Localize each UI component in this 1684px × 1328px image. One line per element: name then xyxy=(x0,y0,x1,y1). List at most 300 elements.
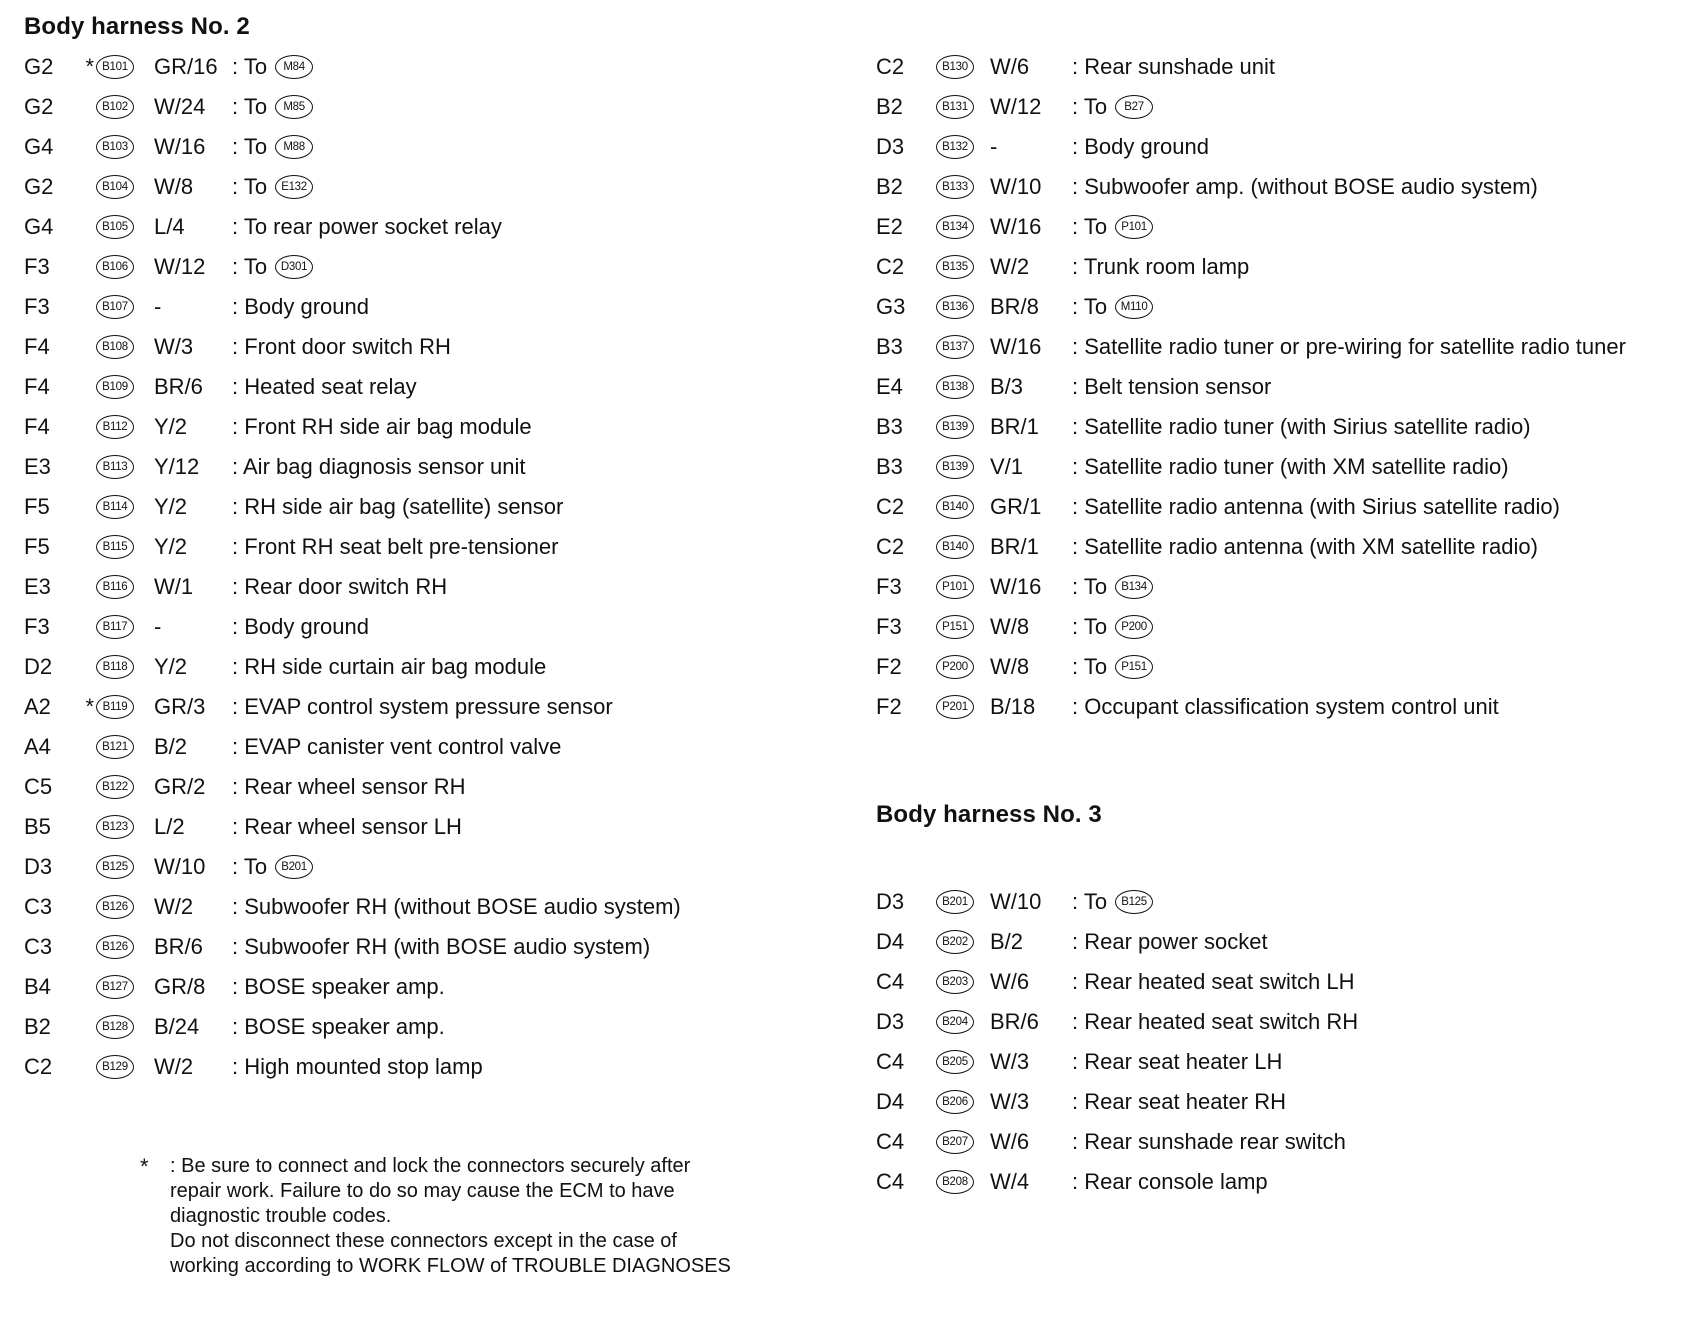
wire-spec: W/24 xyxy=(154,94,206,119)
wire-spec: W/12 xyxy=(154,254,206,279)
connector-row xyxy=(24,87,854,127)
grid-ref: E3 xyxy=(24,574,51,599)
grid-ref: C4 xyxy=(876,1049,905,1074)
grid-ref: F4 xyxy=(24,414,50,439)
grid-ref: B3 xyxy=(876,454,903,479)
connector-badge: B134 xyxy=(936,215,974,239)
description-text: : To xyxy=(232,94,268,119)
grid-ref: G2 xyxy=(24,94,54,119)
connector-badge: B108 xyxy=(96,335,134,359)
connector-row xyxy=(24,967,854,1007)
connector-badge: B203 xyxy=(936,970,974,994)
grid-ref: C3 xyxy=(24,894,53,919)
connector-description xyxy=(1072,889,1153,915)
grid-ref: C4 xyxy=(876,1169,905,1194)
grid-ref: C4 xyxy=(876,969,905,994)
wire-spec: W/6 xyxy=(990,54,1030,79)
description-text: : Rear sunshade unit xyxy=(1072,54,1276,79)
connector-row xyxy=(24,607,854,647)
grid-ref: G4 xyxy=(24,214,54,239)
description-text: : Occupant classification system control unit xyxy=(1072,694,1499,719)
grid-ref: A4 xyxy=(24,734,51,759)
connector-row xyxy=(24,727,854,767)
description-text: : To xyxy=(232,854,268,879)
wire-spec: W/6 xyxy=(990,1129,1030,1154)
wire-spec: Y/12 xyxy=(154,454,200,479)
connector-row xyxy=(876,687,1676,727)
grid-ref: F3 xyxy=(24,614,50,639)
connector-badge: B105 xyxy=(96,215,134,239)
wire-spec: W/8 xyxy=(154,174,194,199)
footnote-line: working according to WORK FLOW of TROUBLE DIAGNOSES xyxy=(170,1255,731,1277)
grid-ref: D3 xyxy=(876,1009,905,1034)
target-connector-badge: D301 xyxy=(275,255,313,279)
description-text: : Satellite radio tuner (with XM satellite radio) xyxy=(1072,454,1509,479)
grid-ref: A2 xyxy=(24,694,51,719)
connector-description xyxy=(232,894,681,920)
wire-spec: L/4 xyxy=(154,214,185,239)
grid-ref: C2 xyxy=(876,54,905,79)
target-connector-badge: P101 xyxy=(1115,215,1153,239)
description-text: : Front door switch RH xyxy=(232,334,451,359)
connector-row xyxy=(876,882,1676,922)
connector-badge: B114 xyxy=(96,495,134,519)
connector-description xyxy=(232,734,561,760)
grid-ref: F2 xyxy=(876,694,902,719)
wire-spec: BR/1 xyxy=(990,534,1039,559)
description-text: : To xyxy=(232,174,268,199)
target-connector-badge: P151 xyxy=(1115,655,1153,679)
footnote-marker: * xyxy=(140,1154,149,1179)
connector-badge: B131 xyxy=(936,95,974,119)
connector-badge: B119 xyxy=(96,695,134,719)
description-text: : Rear wheel sensor RH xyxy=(232,774,466,799)
connector-row xyxy=(876,962,1676,1002)
wire-spec: B/18 xyxy=(990,694,1036,719)
footnote-line: Do not disconnect these connectors except in the case of xyxy=(170,1230,677,1252)
target-connector-badge: B125 xyxy=(1115,890,1153,914)
connector-row xyxy=(24,47,854,87)
grid-ref: F3 xyxy=(876,574,902,599)
target-connector-badge: E132 xyxy=(275,175,313,199)
description-text: : To xyxy=(1072,889,1108,914)
description-text: : Satellite radio antenna (with Sirius satellite radio) xyxy=(1072,494,1560,519)
connector-description xyxy=(232,934,650,960)
connector-description xyxy=(1072,694,1499,720)
wire-spec: Y/2 xyxy=(154,534,188,559)
connector-description xyxy=(1072,374,1271,400)
description-text: : Air bag diagnosis sensor unit xyxy=(232,454,526,479)
connector-badge: B138 xyxy=(936,375,974,399)
grid-ref: B2 xyxy=(876,174,903,199)
connector-row xyxy=(24,927,854,967)
connector-badge: B123 xyxy=(96,815,134,839)
description-text: : Body ground xyxy=(1072,134,1209,159)
connector-row xyxy=(876,167,1676,207)
connector-description xyxy=(1072,1129,1346,1155)
connector-description xyxy=(1072,1009,1358,1035)
wire-spec: B/24 xyxy=(154,1014,200,1039)
harness2-left-rows xyxy=(24,47,854,1087)
connector-badge: B207 xyxy=(936,1130,974,1154)
description-text: : Rear power socket xyxy=(1072,929,1268,954)
connector-description xyxy=(1072,1089,1286,1115)
target-connector-badge: M110 xyxy=(1115,295,1153,319)
grid-ref: G2 xyxy=(24,174,54,199)
connector-badge: B127 xyxy=(96,975,134,999)
connector-description xyxy=(232,134,313,160)
connector-description xyxy=(1072,94,1153,120)
grid-ref: B3 xyxy=(876,414,903,439)
wire-spec: L/2 xyxy=(154,814,185,839)
body-harness-3-section xyxy=(876,795,1676,1202)
connector-badge: B122 xyxy=(96,775,134,799)
target-connector-badge: B201 xyxy=(275,855,313,879)
section-title-body-harness-3: Body harness No. 3 xyxy=(876,801,1102,828)
connector-description xyxy=(1072,1169,1268,1195)
connector-badge: B125 xyxy=(96,855,134,879)
description-text: : EVAP canister vent control valve xyxy=(232,734,562,759)
description-text: : Satellite radio tuner or pre-wiring for satellite radio tuner xyxy=(1072,334,1626,359)
connector-row xyxy=(876,407,1676,447)
grid-ref: C4 xyxy=(876,1129,905,1154)
connector-description xyxy=(232,294,369,320)
connector-description xyxy=(1072,534,1538,560)
description-text: : To xyxy=(232,254,268,279)
connector-row xyxy=(876,1042,1676,1082)
connector-description xyxy=(1072,969,1354,995)
grid-ref: F5 xyxy=(24,534,50,559)
connector-row xyxy=(876,207,1676,247)
grid-ref: D3 xyxy=(876,889,905,914)
connector-badge: B112 xyxy=(96,415,134,439)
connector-badge: B130 xyxy=(936,55,974,79)
wire-spec: BR/1 xyxy=(990,414,1039,439)
connector-description xyxy=(232,814,462,840)
connector-badge: B206 xyxy=(936,1090,974,1114)
wire-spec: - xyxy=(154,294,162,319)
connector-row xyxy=(24,1007,854,1047)
connector-description xyxy=(232,214,502,240)
grid-ref: E4 xyxy=(876,374,903,399)
description-text: : Trunk room lamp xyxy=(1072,254,1250,279)
wire-spec: BR/6 xyxy=(990,1009,1039,1034)
grid-ref: F4 xyxy=(24,334,50,359)
connector-row xyxy=(24,287,854,327)
wire-spec: W/16 xyxy=(154,134,206,159)
connector-badge: B104 xyxy=(96,175,134,199)
connector-badge: B103 xyxy=(96,135,134,159)
connector-row xyxy=(876,487,1676,527)
connector-row xyxy=(876,607,1676,647)
connector-row xyxy=(876,127,1676,167)
wire-spec: GR/16 xyxy=(154,54,218,79)
description-text: : Rear door switch RH xyxy=(232,574,448,599)
description-text: : Belt tension sensor xyxy=(1072,374,1272,399)
grid-ref: D4 xyxy=(876,929,905,954)
target-connector-badge: M84 xyxy=(275,55,313,79)
connector-row xyxy=(24,1047,854,1087)
wire-spec: W/8 xyxy=(990,614,1030,639)
footnote xyxy=(140,1154,731,1279)
grid-ref: B5 xyxy=(24,814,51,839)
connector-badge: B126 xyxy=(96,895,134,919)
star-marker: * xyxy=(85,54,94,79)
connector-badge: B139 xyxy=(936,455,974,479)
connector-row xyxy=(876,1002,1676,1042)
wire-spec: W/16 xyxy=(990,214,1042,239)
description-text: : BOSE speaker amp. xyxy=(232,974,445,999)
connector-badge: B126 xyxy=(96,935,134,959)
grid-ref: D2 xyxy=(24,654,53,679)
footnote-line: : Be sure to connect and lock the connectors securely after xyxy=(170,1155,691,1177)
description-text: : RH side air bag (satellite) sensor xyxy=(232,494,564,519)
grid-ref: D3 xyxy=(24,854,53,879)
connector-badge: B117 xyxy=(96,615,134,639)
wire-spec: BR/6 xyxy=(154,934,203,959)
harness3-rows xyxy=(876,882,1676,1202)
connector-row xyxy=(24,487,854,527)
description-text: : To xyxy=(232,134,268,159)
connector-row xyxy=(24,767,854,807)
wire-spec: BR/8 xyxy=(990,294,1039,319)
wire-spec: W/3 xyxy=(990,1049,1030,1074)
connector-row xyxy=(24,367,854,407)
connector-description xyxy=(1072,294,1153,320)
grid-ref: G2 xyxy=(24,54,54,79)
wire-spec: W/2 xyxy=(154,894,194,919)
connector-description xyxy=(232,54,313,80)
wire-spec: BR/6 xyxy=(154,374,203,399)
description-text: : To xyxy=(1072,574,1108,599)
section-title-body-harness-2: Body harness No. 2 xyxy=(24,13,250,40)
connector-row xyxy=(876,1082,1676,1122)
connector-row xyxy=(24,167,854,207)
wire-spec: GR/3 xyxy=(154,694,206,719)
wire-spec: B/2 xyxy=(990,929,1024,954)
connector-row xyxy=(24,847,854,887)
connector-row xyxy=(876,1122,1676,1162)
connector-row xyxy=(24,447,854,487)
description-text: : Rear seat heater RH xyxy=(1072,1089,1286,1114)
target-connector-badge: B27 xyxy=(1115,95,1153,119)
description-text: : Heated seat relay xyxy=(232,374,417,399)
connector-badge: B121 xyxy=(96,735,134,759)
grid-ref: C2 xyxy=(876,494,905,519)
wire-spec: W/10 xyxy=(990,889,1042,914)
footnote-line: diagnostic trouble codes. xyxy=(170,1205,392,1227)
wire-spec: W/16 xyxy=(990,574,1042,599)
connector-description xyxy=(232,974,445,1000)
description-text: : Satellite radio tuner (with Sirius satellite radio) xyxy=(1072,414,1531,439)
connector-badge: B204 xyxy=(936,1010,974,1034)
connector-badge: B202 xyxy=(936,930,974,954)
connector-description xyxy=(1072,1049,1282,1075)
connector-description xyxy=(232,774,466,800)
connector-badge: B116 xyxy=(96,575,134,599)
connector-row xyxy=(24,647,854,687)
connector-row xyxy=(24,527,854,567)
connector-badge: B118 xyxy=(96,655,134,679)
connector-description xyxy=(232,174,313,200)
connector-row xyxy=(24,687,854,727)
connector-description xyxy=(232,654,546,680)
grid-ref: D3 xyxy=(876,134,905,159)
connector-row xyxy=(876,922,1676,962)
connector-row xyxy=(876,447,1676,487)
connector-badge: B133 xyxy=(936,175,974,199)
grid-ref: C2 xyxy=(876,254,905,279)
connector-badge: B132 xyxy=(936,135,974,159)
description-text: : BOSE speaker amp. xyxy=(232,1014,445,1039)
right-column xyxy=(876,0,1676,1202)
wire-spec: W/1 xyxy=(154,574,194,599)
connector-row xyxy=(24,567,854,607)
wire-spec: - xyxy=(154,614,162,639)
connector-badge: B107 xyxy=(96,295,134,319)
connector-row xyxy=(876,567,1676,607)
connector-badge: P200 xyxy=(936,655,974,679)
connector-description xyxy=(232,454,526,480)
connector-row xyxy=(876,1162,1676,1202)
description-text: : To xyxy=(1072,654,1108,679)
connector-row xyxy=(876,287,1676,327)
description-text: : Subwoofer RH (with BOSE audio system) xyxy=(232,934,651,959)
wire-spec: W/2 xyxy=(154,1054,194,1079)
connector-description xyxy=(232,1014,445,1040)
wire-spec: W/10 xyxy=(154,854,206,879)
description-text: : High mounted stop lamp xyxy=(232,1054,483,1079)
wire-spec: W/3 xyxy=(154,334,194,359)
wire-spec: GR/2 xyxy=(154,774,206,799)
grid-ref: F5 xyxy=(24,494,50,519)
connector-badge: P151 xyxy=(936,615,974,639)
description-text: : Subwoofer amp. (without BOSE audio system) xyxy=(1072,174,1538,199)
connector-badge: B136 xyxy=(936,295,974,319)
connector-badge: B139 xyxy=(936,415,974,439)
description-text: : To xyxy=(1072,214,1108,239)
grid-ref: B3 xyxy=(876,334,903,359)
description-text: : Rear heated seat switch LH xyxy=(1072,969,1355,994)
connector-description xyxy=(232,854,313,880)
connector-description xyxy=(232,694,613,720)
description-text: : Body ground xyxy=(232,294,369,319)
connector-description xyxy=(1072,174,1538,200)
connector-badge: B205 xyxy=(936,1050,974,1074)
wire-spec: W/4 xyxy=(990,1169,1030,1194)
connector-description xyxy=(232,494,563,520)
wire-spec: W/10 xyxy=(990,174,1042,199)
connector-badge: B102 xyxy=(96,95,134,119)
target-connector-badge: M85 xyxy=(275,95,313,119)
wire-spec: V/1 xyxy=(990,454,1024,479)
description-text: : Rear sunshade rear switch xyxy=(1072,1129,1346,1154)
connector-row xyxy=(24,207,854,247)
connector-badge: B129 xyxy=(96,1055,134,1079)
grid-ref: F4 xyxy=(24,374,50,399)
star-marker: * xyxy=(85,694,94,719)
connector-badge: B140 xyxy=(936,535,974,559)
connector-badge: B208 xyxy=(936,1170,974,1194)
connector-description xyxy=(1072,254,1249,280)
connector-description xyxy=(232,574,447,600)
connector-badge: B101 xyxy=(96,55,134,79)
connector-row xyxy=(876,47,1676,87)
connector-description xyxy=(1072,574,1153,600)
connector-badge: B137 xyxy=(936,335,974,359)
wire-spec: W/8 xyxy=(990,654,1030,679)
description-text: : Body ground xyxy=(232,614,369,639)
connector-description xyxy=(232,374,417,400)
connector-description xyxy=(1072,929,1268,955)
wire-spec: - xyxy=(990,134,998,159)
description-text: : Rear heated seat switch RH xyxy=(1072,1009,1359,1034)
connector-description xyxy=(1072,614,1153,640)
grid-ref: F2 xyxy=(876,654,902,679)
grid-ref: G4 xyxy=(24,134,54,159)
wire-spec: W/2 xyxy=(990,254,1030,279)
connector-description xyxy=(1072,494,1560,520)
grid-ref: C5 xyxy=(24,774,53,799)
wire-spec: B/2 xyxy=(154,734,188,759)
connector-badge: B106 xyxy=(96,255,134,279)
connector-description xyxy=(1072,334,1626,360)
connector-description xyxy=(232,334,451,360)
wire-spec: B/3 xyxy=(990,374,1024,399)
description-text: : Rear seat heater LH xyxy=(1072,1049,1283,1074)
wire-spec: GR/8 xyxy=(154,974,206,999)
description-text: : Satellite radio antenna (with XM satellite radio) xyxy=(1072,534,1538,559)
connector-badge: B109 xyxy=(96,375,134,399)
connector-badge: B113 xyxy=(96,455,134,479)
description-text: : To rear power socket relay xyxy=(232,214,502,239)
target-connector-badge: M88 xyxy=(275,135,313,159)
connector-row xyxy=(24,887,854,927)
wire-spec: W/6 xyxy=(990,969,1030,994)
grid-ref: F3 xyxy=(24,254,50,279)
connector-description xyxy=(232,614,369,640)
connector-row xyxy=(24,407,854,447)
connector-row xyxy=(876,647,1676,687)
connector-badge: B128 xyxy=(96,1015,134,1039)
description-text: : To xyxy=(1072,294,1108,319)
description-text: : Subwoofer RH (without BOSE audio system) xyxy=(232,894,681,919)
connector-description xyxy=(232,534,558,560)
wire-spec: GR/1 xyxy=(990,494,1042,519)
grid-ref: B2 xyxy=(876,94,903,119)
connector-description xyxy=(232,94,313,120)
connector-badge: B135 xyxy=(936,255,974,279)
grid-ref: E3 xyxy=(24,454,51,479)
grid-ref: C2 xyxy=(876,534,905,559)
connector-badge: B115 xyxy=(96,535,134,559)
description-text: : To xyxy=(1072,94,1108,119)
connector-description xyxy=(1072,214,1153,240)
left-column xyxy=(24,0,854,1087)
connector-row xyxy=(24,127,854,167)
grid-ref: F3 xyxy=(24,294,50,319)
description-text: : EVAP control system pressure sensor xyxy=(232,694,613,719)
grid-ref: B2 xyxy=(24,1014,51,1039)
wire-spec: Y/2 xyxy=(154,414,188,439)
description-text: : RH side curtain air bag module xyxy=(232,654,547,679)
footnote-text xyxy=(140,1154,731,1279)
description-text: : Front RH side air bag module xyxy=(232,414,532,439)
connector-description xyxy=(232,1054,483,1080)
footnote-line: repair work. Failure to do so may cause the ECM to have xyxy=(170,1180,675,1202)
description-text: : To xyxy=(1072,614,1108,639)
wire-spec: W/3 xyxy=(990,1089,1030,1114)
